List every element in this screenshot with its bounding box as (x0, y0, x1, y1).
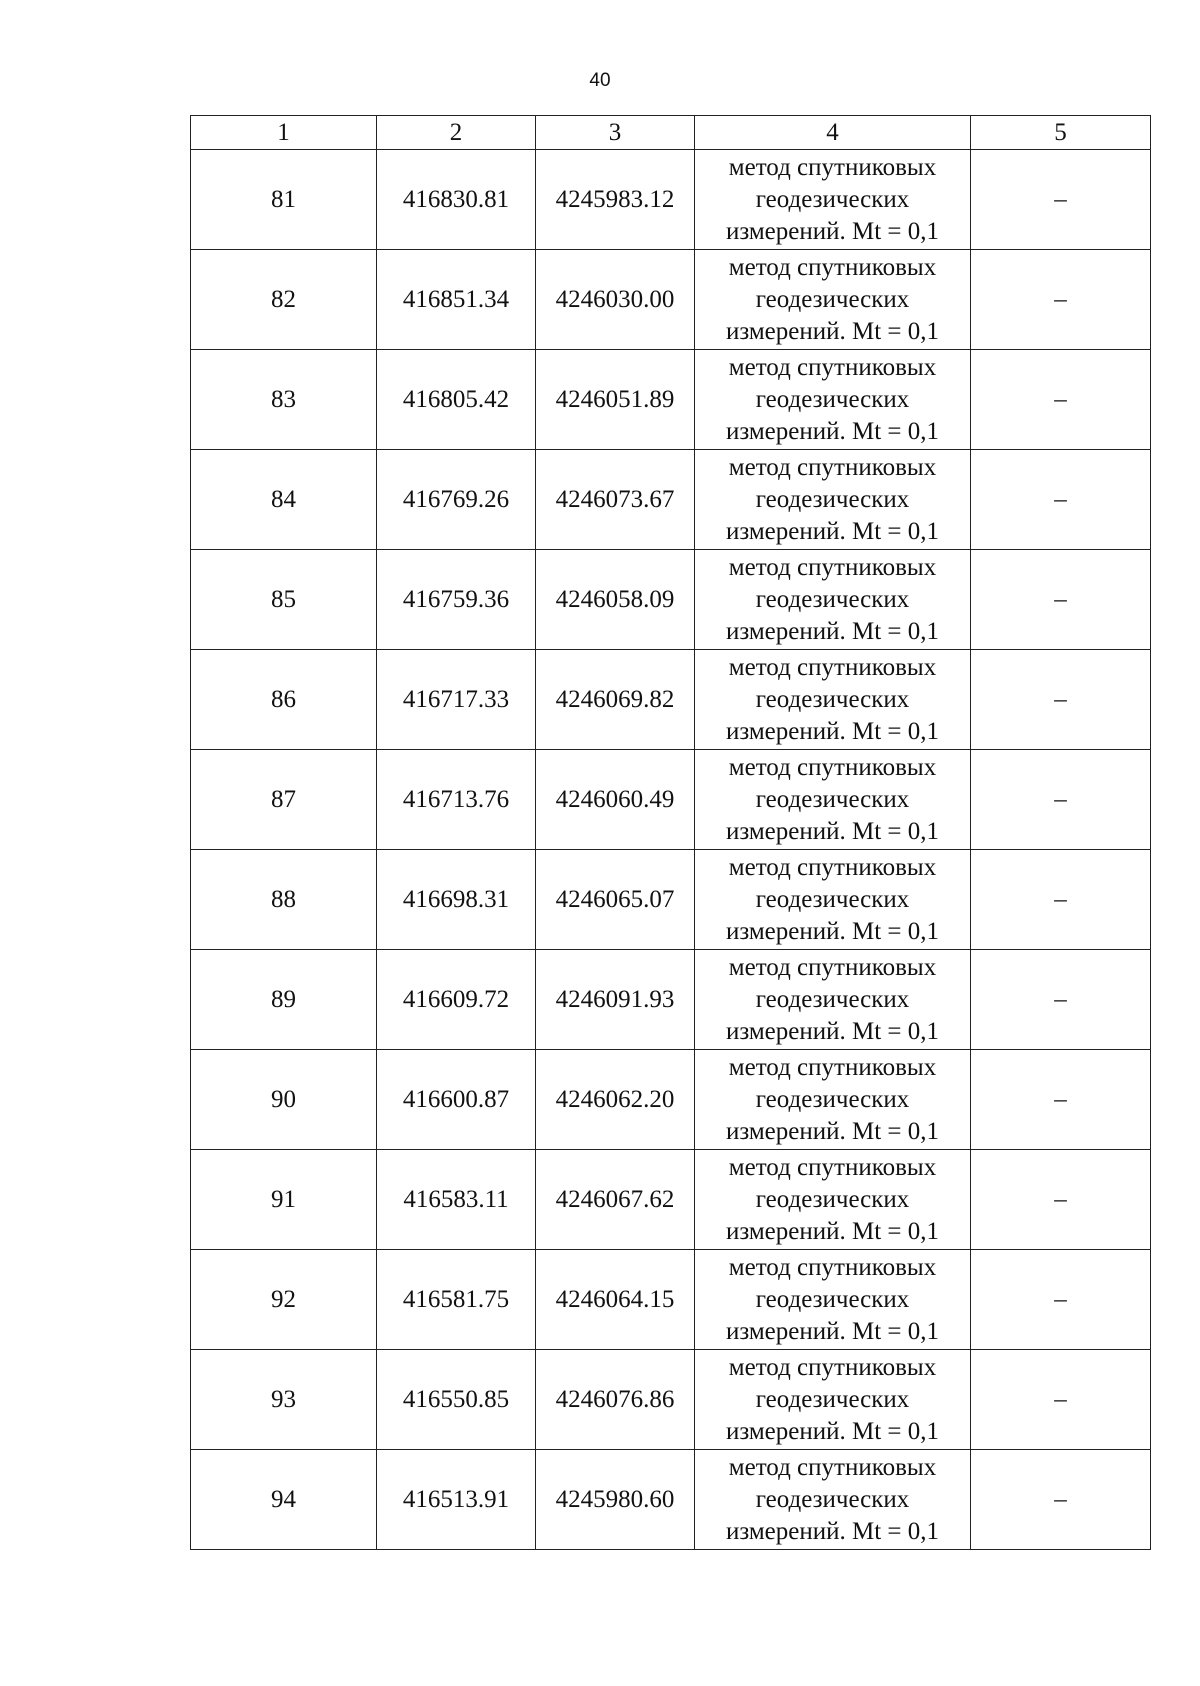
y-coordinate-cell: 4246051.89 (536, 350, 695, 450)
method-cell: метод спутниковых геодезических измерений. Mt = 0,1 (695, 250, 971, 350)
note-cell: – (971, 250, 1151, 350)
point-number-cell: 81 (191, 150, 377, 250)
x-coordinate-cell: 416600.87 (377, 1050, 536, 1150)
method-cell: метод спутниковых геодезических измерений. Mt = 0,1 (695, 1350, 971, 1450)
y-coordinate-cell: 4246060.49 (536, 750, 695, 850)
method-cell: метод спутниковых геодезических измерений. Mt = 0,1 (695, 1050, 971, 1150)
x-coordinate-cell: 416830.81 (377, 150, 536, 250)
x-coordinate-cell: 416713.76 (377, 750, 536, 850)
table-row (191, 1150, 1151, 1250)
method-cell: метод спутниковых геодезических измерений. Mt = 0,1 (695, 450, 971, 550)
note-cell: – (971, 1050, 1151, 1150)
y-coordinate-cell: 4246067.62 (536, 1150, 695, 1250)
note-cell: – (971, 750, 1151, 850)
y-coordinate-cell: 4245980.60 (536, 1450, 695, 1550)
note-cell: – (971, 950, 1151, 1050)
x-coordinate-cell: 416550.85 (377, 1350, 536, 1450)
y-coordinate-cell: 4246065.07 (536, 850, 695, 950)
table-row (191, 250, 1151, 350)
y-coordinate-cell: 4246030.00 (536, 250, 695, 350)
method-cell: метод спутниковых геодезических измерений. Mt = 0,1 (695, 950, 971, 1050)
method-cell: метод спутниковых геодезических измерений. Mt = 0,1 (695, 1250, 971, 1350)
method-cell: метод спутниковых геодезических измерений. Mt = 0,1 (695, 650, 971, 750)
y-coordinate-cell: 4245983.12 (536, 150, 695, 250)
point-number-cell: 83 (191, 350, 377, 450)
point-number-cell: 85 (191, 550, 377, 650)
header-cell: 4 (695, 116, 971, 150)
table-row (191, 1050, 1151, 1150)
x-coordinate-cell: 416513.91 (377, 1450, 536, 1550)
table-row (191, 650, 1151, 750)
x-coordinate-cell: 416583.11 (377, 1150, 536, 1250)
note-cell: – (971, 850, 1151, 950)
y-coordinate-cell: 4246073.67 (536, 450, 695, 550)
table-row (191, 1450, 1151, 1550)
point-number-cell: 86 (191, 650, 377, 750)
table-row (191, 850, 1151, 950)
note-cell: – (971, 450, 1151, 550)
table-body (191, 116, 1151, 1550)
note-cell: – (971, 550, 1151, 650)
table-row (191, 950, 1151, 1050)
method-cell: метод спутниковых геодезических измерений. Mt = 0,1 (695, 1150, 971, 1250)
point-number-cell: 87 (191, 750, 377, 850)
method-cell: метод спутниковых геодезических измерений. Mt = 0,1 (695, 850, 971, 950)
point-number-cell: 82 (191, 250, 377, 350)
coordinates-table (190, 115, 1151, 1550)
y-coordinate-cell: 4246069.82 (536, 650, 695, 750)
table-row (191, 350, 1151, 450)
x-coordinate-cell: 416581.75 (377, 1250, 536, 1350)
x-coordinate-cell: 416769.26 (377, 450, 536, 550)
method-cell: метод спутниковых геодезических измерений. Mt = 0,1 (695, 550, 971, 650)
header-cell: 3 (536, 116, 695, 150)
x-coordinate-cell: 416759.36 (377, 550, 536, 650)
x-coordinate-cell: 416698.31 (377, 850, 536, 950)
table-row (191, 550, 1151, 650)
x-coordinate-cell: 416609.72 (377, 950, 536, 1050)
point-number-cell: 89 (191, 950, 377, 1050)
y-coordinate-cell: 4246064.15 (536, 1250, 695, 1350)
x-coordinate-cell: 416717.33 (377, 650, 536, 750)
point-number-cell: 94 (191, 1450, 377, 1550)
table-row (191, 150, 1151, 250)
page-number: 40 (589, 70, 611, 91)
method-cell: метод спутниковых геодезических измерений. Mt = 0,1 (695, 350, 971, 450)
y-coordinate-cell: 4246058.09 (536, 550, 695, 650)
method-cell: метод спутниковых геодезических измерений. Mt = 0,1 (695, 750, 971, 850)
x-coordinate-cell: 416805.42 (377, 350, 536, 450)
point-number-cell: 88 (191, 850, 377, 950)
table-header-row (191, 116, 1151, 150)
point-number-cell: 91 (191, 1150, 377, 1250)
header-cell: 5 (971, 116, 1151, 150)
point-number-cell: 84 (191, 450, 377, 550)
point-number-cell: 93 (191, 1350, 377, 1450)
point-number-cell: 90 (191, 1050, 377, 1150)
note-cell: – (971, 1150, 1151, 1250)
table-row (191, 1250, 1151, 1350)
note-cell: – (971, 1350, 1151, 1450)
method-cell: метод спутниковых геодезических измерений. Mt = 0,1 (695, 150, 971, 250)
note-cell: – (971, 350, 1151, 450)
note-cell: – (971, 650, 1151, 750)
y-coordinate-cell: 4246091.93 (536, 950, 695, 1050)
point-number-cell: 92 (191, 1250, 377, 1350)
y-coordinate-cell: 4246076.86 (536, 1350, 695, 1450)
table-row (191, 450, 1151, 550)
x-coordinate-cell: 416851.34 (377, 250, 536, 350)
note-cell: – (971, 150, 1151, 250)
method-cell: метод спутниковых геодезических измерений. Mt = 0,1 (695, 1450, 971, 1550)
y-coordinate-cell: 4246062.20 (536, 1050, 695, 1150)
header-cell: 1 (191, 116, 377, 150)
note-cell: – (971, 1450, 1151, 1550)
header-cell: 2 (377, 116, 536, 150)
table-row (191, 750, 1151, 850)
note-cell: – (971, 1250, 1151, 1350)
table-row (191, 1350, 1151, 1450)
